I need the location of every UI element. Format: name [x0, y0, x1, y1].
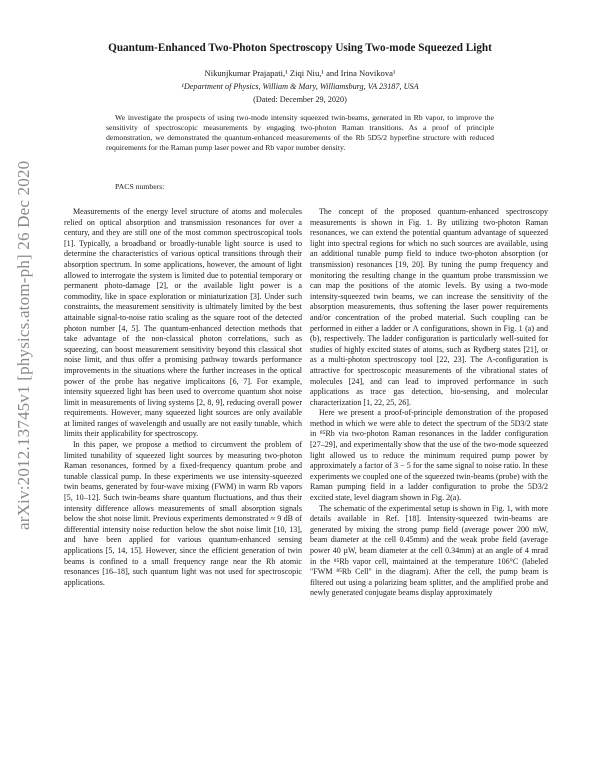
paragraph: Here we present a proof-of-principle demonstration of the proposed method in which we were able to detect the spectrum of the 5D3/2 state in ⁸⁵Rb via two-photon Raman resonances in the ladder configuration [27–29], and experimentally show that the use of the two-mode squeezed light allowed us to reduce the minimum required pump power by approximately a factor of 3 − 5 for the same signal to noise ratio. In these experiments we coupled one of the squeezed twin-beams (probe) with the Raman pumping field in a ladder configuration to probe the 5D3/2 excited state, level diagram shown in Fig. 2(a). [310, 408, 548, 503]
author-list: Nikunjkumar Prajapati,¹ Ziqi Niu,¹ and Irina Novikova¹ [204, 68, 396, 78]
arxiv-identifier: arXiv:2012.13745v1 [physics.atom-ph] 26 Dec 2020 [14, 160, 33, 530]
paragraph: Measurements of the energy level structure of atoms and molecules relied on optical absorption and transmission resonances for over a century, and they are still one of the most common spectroscopical tools [1]. Typically, a broadband or broadly-tunable light source is used to determine the characteristics of various optical transitions through their absorption spectrum. In some applications, however, the amount of light allowed to interrogate the system is limited due to potential temporary or permanent photo-damage [2], or the available light power is a commodity, like in space exploration or miniaturization [3]. Under such constraints, the measurement sensitivity is ultimately limited by the best attainable signal-to-noise ratio scaling as the square root of the detected photon number [4, 5]. The quantum-enhanced detection methods that take advantage of the non-classical photon correlations, such as squeezing, can boost measurement sensitivity beyond this classical shot noise limit, and thus offer a promising pathway towards performance improvements in the situations where the further increases in the optical power of the probe has negative implicaitons [6, 7]. For example, intensity squeezed light has been used to overcome quantum shot noise limit in measurements of living systems [2, 8, 9], reducing overall power requirements. However, many squeezed light sources are only available at limited ranges of wavelength and usually are not easily tunable, which limits their applicability for spectroscopy. [64, 207, 302, 439]
paragraph: The concept of the proposed quantum-enhanced spectroscopy measurements is shown in Fig. 1. By utilizing two-photon Raman resonances, we can extend the potential quantum advantage of squeezed light into spectral regions for which no such sources are available, using an additional tunable pump field to induce two-photon absorption (or transmission) resonances [19, 20]. By tuning the pump frequency and monitoring the resulting change in the quantum probe transmission we can map the positions of the atomic levels. By using a two-mode intensity-squeezed twin beams, we can increase the sensitivity of the absorption measurements, thus softening the laser power requirements and/or concentration of the probed material. Such coupling can be performed in either a ladder or Λ configurations, shown in Fig. 1 (a) and (b), respectively. The ladder configuration is particularly well-suited for studies of highly excited states of atoms, such as Rydberg states [21], or as a multi-photon spectroscopy tool [22, 23]. The Λ-configuration is attractive for spectroscopic measurements of the vibrational states of molecules [24], and can lead to improved performance in such applications as trace gas detection, bio-sensing, and molecular characterization [1, 22, 25, 26]. [310, 207, 548, 407]
abstract: We investigate the prospects of using two-mode intensity squeezed twin-beams, generated in Rb vapor, to improve the sensitivity of spectroscopic measurements by engaging two-photon Raman transitions. As a proof of principle demonstration, we demonstrated the quantum-enhanced measurements of the Rb 5D5/2 hyperfine structure with reduced requirements for the Raman pump laser power and Rb vapor number density. [106, 113, 494, 153]
paper-title: Quantum-Enhanced Two-Photon Spectroscopy Using Two-mode Squeezed Light [108, 42, 492, 54]
paragraph: The schematic of the experimental setup is shown in Fig. 1, with more details available in Ref. [18]. Intensity-squeezed twin-beams are generated by mixing the strong pump field (average power 200 mW, beam diameter at the cell 0.45mm) and the weak probe field (average power 40 µW, beam diameter at the cell 0.34mm) at an angle of 4 mrad in the ⁸⁵Rb vapor cell, maintained at the temperature 106°C (labeled "FWM ⁸⁵Rb Cell" in the diagram). After the cell, the pump beam is filtered out using a polarizing beam splitter, and the amplified probe and newly generated conjugate beams display approximately [310, 503, 548, 598]
left-column [64, 207, 302, 588]
pacs-numbers: PACS numbers: [115, 182, 165, 191]
paragraph: In this paper, we propose a method to circumvent the problem of limited tunability of squeezed light sources by measuring two-photon Raman resonances, formed by a fixed-frequency quantum probe and tunable classical pump. In these experiments we use intensity-squeezed twin beams, generated by four-wave mixing (FWM) in warm Rb vapors [5, 10–12]. Such twin-beams share quantum fluctuations, and thus their intensity difference allows measurements of small absorption signals below the shot noise limit. Previous experiments demonstrated ≈ 9 dB of differential intensity noise reduction below the shot noise limit [10, 13], and have been applied for various quantum-enhanced sensing applications [5, 14, 15]. However, since the efficient generation of twin beams is confined to a small frequency range near the Rb atomic resonances [16–18], such quantum light was not used for spectroscopic applications. [64, 440, 302, 587]
date-line: (Dated: December 29, 2020) [253, 95, 347, 104]
right-column [310, 207, 548, 599]
affiliation: ¹Department of Physics, William & Mary, Williamsburg, VA 23187, USA [181, 82, 419, 91]
